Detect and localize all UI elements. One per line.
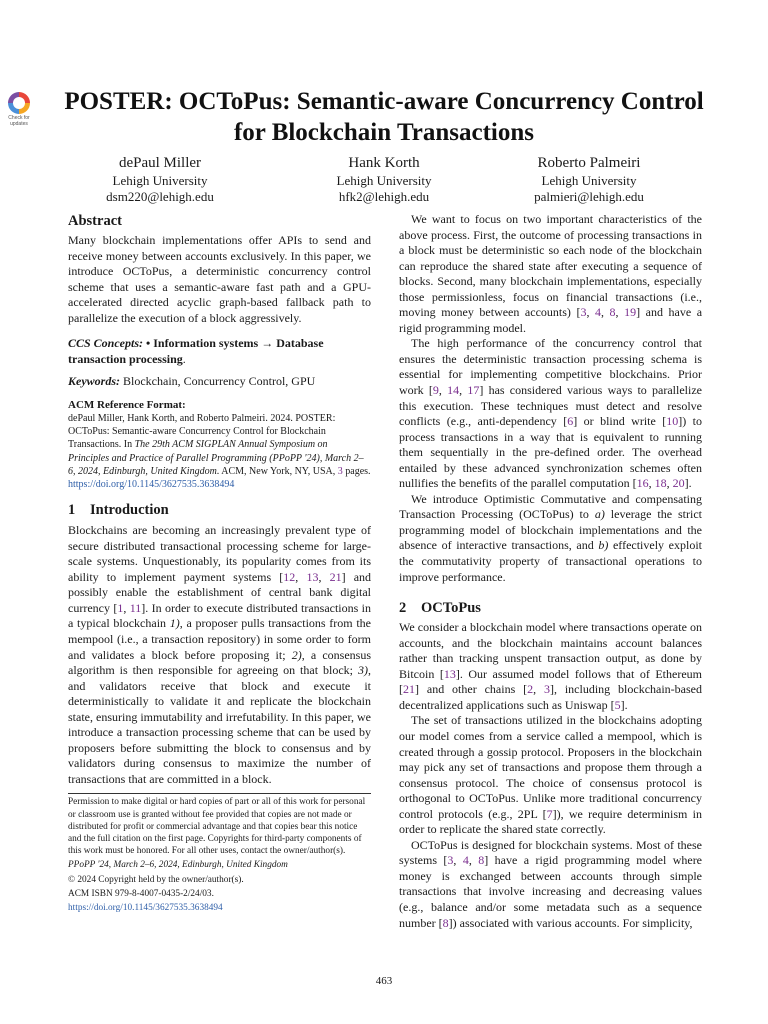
text-run: ]) associated with various accounts. For simplicity, — [448, 915, 693, 930]
keywords-label: Keywords: — [68, 374, 120, 389]
citation-link[interactable]: 13 — [443, 666, 456, 681]
citation-link[interactable]: 3 — [580, 305, 587, 320]
author-block — [284, 153, 484, 205]
body-paragraph — [399, 713, 702, 837]
citation-link[interactable]: 17 — [467, 383, 480, 398]
conference-info — [68, 859, 371, 871]
section-title: OCToPus — [421, 600, 481, 617]
text-run: , — [318, 569, 330, 584]
text-run: ], including blockchain-based decentralized applications such as Uniswap [ — [399, 682, 703, 712]
text-run: ] have a rigid programming model where money is exchanged between accounts through simple transactions that involve increasing and decreasing values (e.g., balance and/or some metadata such as a sequence number [ — [399, 853, 703, 930]
text-run: , — [666, 476, 673, 491]
keywords — [68, 374, 371, 390]
text-run: The high performance of the concurrency control that ensures the deterministic transaction processing schema is essential for implementing competitive blockchains. Prior work [ — [399, 336, 702, 398]
citation-link[interactable]: 10 — [666, 414, 679, 429]
intro-heading — [68, 501, 371, 519]
citation-link[interactable]: 21 — [329, 569, 342, 584]
body-paragraph — [399, 838, 702, 931]
ccs-bullet: • — [146, 336, 151, 351]
paper-title: POSTER: OCToPus: Semantic-aware Concurrency Control for Blockchain Transactions — [64, 88, 704, 146]
text-run: ] has considered various ways to parallelize this execution. These techniques must detect and resolve conflicts (e.g., anti-dependency [ — [399, 383, 702, 429]
text-run: ] and possibly enable the establishment of central bank digital currency [ — [68, 569, 372, 615]
isbn-line: ACM ISBN 979-8-4007-0435-2/24/03. — [68, 888, 214, 899]
citation-link[interactable]: 1 — [117, 600, 124, 615]
keywords-text: Blockchain, Concurrency Control, GPU — [123, 374, 316, 389]
footnote-divider — [68, 793, 371, 794]
text-run: ] or blind write [ — [573, 414, 667, 429]
badge-label: Check for updates — [8, 115, 30, 127]
text-run: , — [468, 853, 479, 868]
citation-link[interactable]: 6 — [567, 414, 574, 429]
text-run: ] and have a rigid programming model. — [399, 305, 703, 335]
citation-link[interactable]: 3 — [447, 853, 454, 868]
text-run: Blockchains are becoming an increasingly prevalent type of secure distributed transactional processing scheme for large-scale systems. Unquestionably, its popularity comes from its ability to implement payment systems [ — [68, 523, 371, 584]
acm-ref-pages-num[interactable]: 3 — [337, 465, 343, 477]
right-column — [399, 212, 702, 931]
acm-ref-text-b: . ACM, New York, NY, USA, — [216, 465, 338, 477]
ccs-label: CCS Concepts: — [68, 336, 144, 351]
citation-link[interactable]: 21 — [403, 682, 415, 697]
abstract-heading: Abstract — [68, 213, 122, 229]
text-run: We consider a blockchain model where transactions operate on accounts, and the blockchain maintains account balances rather than tracking unspent transaction output, as done by Bitcoin [ — [399, 620, 702, 681]
text-run: , — [601, 305, 610, 320]
text-run: We want to focus on two important characteristics of the above process. First, the outcome of processing transactions in a block must be deterministic so each node of the blockchain can reproduce the shared state after executing a sequence of blocks. Second, many blockchain implementations, especially those permissionless, focus on financial transactions (i.e., moving money between accounts) [ — [399, 212, 702, 320]
citation-link[interactable]: 7 — [546, 806, 553, 821]
citation-link[interactable]: 8 — [478, 853, 485, 868]
text-run: , — [295, 569, 307, 584]
text-run: effectively exploit the commutativity property of transactional operations to improve performance. — [399, 538, 702, 584]
citation-link[interactable]: 13 — [306, 569, 319, 584]
left-column — [68, 212, 371, 914]
text-run: , — [615, 305, 625, 320]
citation-link[interactable]: 9 — [432, 383, 439, 398]
text-run: ]. — [620, 697, 628, 712]
citation-link[interactable]: 12 — [283, 569, 296, 584]
text-run: ]. In order to execute distributed transactions in a typical blockchain — [68, 600, 372, 631]
page-number: 463 — [375, 975, 393, 987]
text-run: , — [533, 682, 544, 697]
body-paragraph — [399, 492, 702, 585]
text-run: , — [453, 853, 463, 868]
author-email: hfk2@lehigh.edu — [338, 189, 430, 204]
check-for-updates-badge[interactable] — [5, 92, 33, 127]
citation-link[interactable]: 8 — [442, 915, 449, 930]
author-name: Roberto Palmeiri — [537, 155, 641, 171]
text-run: ] and other chains [ — [415, 682, 528, 697]
citation-link[interactable]: 11 — [129, 600, 142, 615]
author-affiliation: Lehigh University — [336, 173, 432, 188]
acm-ref-text-a: dePaul Miller, Hank Korth, and Roberto Palmeiri. 2024. POSTER: OCToPus: Semantic-aware Concurrency Control for Blockchain Transactions. In — [68, 412, 336, 451]
footnote-doi-link[interactable]: https://doi.org/10.1145/3627535.3638494 — [68, 903, 223, 914]
intro-paragraph — [68, 523, 371, 787]
citation-link[interactable]: 20 — [672, 476, 685, 491]
citation-link[interactable]: 8 — [609, 305, 616, 320]
enum-marker: a) — [594, 507, 605, 522]
citation-link[interactable]: 14 — [447, 383, 460, 398]
citation-link[interactable]: 4 — [595, 305, 601, 320]
text-run: , a proposer pulls transactions from the mempool (i.e., a transaction repository) in some order to form and validates a block before proposing it; — [68, 616, 371, 662]
conference-text: PPoPP '24, March 2–6, 2024, Edinburgh, United Kingdom — [68, 860, 288, 871]
text-run: , — [586, 305, 595, 320]
text-run: ]. Our assumed model follows that of Ethereum [ — [399, 666, 702, 697]
body-paragraph — [399, 336, 702, 491]
author-block — [60, 153, 260, 205]
section-number: 1 — [68, 502, 76, 519]
section-2-heading — [399, 599, 702, 617]
ccs-period: . — [182, 351, 186, 366]
text-run: , and validators receive that block and execute it deterministically to validate it and replicate the blockchain state, ensuring immutability and irrefutability. In this paper, we introduce a transaction processing scheme that can be used by proposers before submitting the block to consensus and by validators during consensus to maximize the number of transactions that are committed in a block. — [68, 663, 371, 786]
citation-link[interactable]: 5 — [614, 697, 621, 712]
enum-marker: b) — [598, 538, 609, 553]
author-name: Hank Korth — [348, 155, 420, 171]
author-email: palmieri@lehigh.edu — [534, 189, 644, 204]
author-affiliation: Lehigh University — [541, 173, 637, 188]
author-block — [489, 153, 689, 205]
citation-link[interactable]: 19 — [624, 305, 637, 320]
section-title: Introduction — [90, 502, 169, 519]
permission-notice: Permission to make digital or hard copies of part or all of this work for personal or classroom use is granted without fee provided that copies are not made or distributed for profit or commercial advantage and that copies bear this notice and the full citation on the first page. Copyrights for third-party components of this work must be honored. For all other uses, contact the owner/author(s). — [68, 797, 366, 857]
text-run: , a consensus algorithm is then responsible for agreeing on that block; — [68, 647, 372, 678]
citation-link[interactable]: 3 — [543, 682, 550, 697]
author-affiliation: Lehigh University — [112, 173, 208, 188]
text-run: , — [123, 600, 130, 615]
enum-marker: 3) — [358, 663, 368, 678]
acm-ref-venue: The 29th ACM SIGPLAN Annual Symposium on Principles and Practice of Parallel Programming (PPoPP '24), March 2–6, 2024, Edinburgh, United Kingdom — [68, 439, 364, 477]
text-run: We introduce Optimistic Commutative and compensating Transaction Processing (OCToPus) to — [399, 491, 702, 522]
acm-reference-text — [68, 412, 371, 491]
text-run: , — [459, 383, 468, 398]
abstract-text: Many blockchain implementations offer APIs to send and receive money between accounts exclusively. In this paper, we introduce OCToPus, a deterministic concurrency control scheme that uses a semantic-aware fast path and a GPU-accelerated directed acyclic graph-based fallback path to parallelize the execution of a block aggressively. — [68, 233, 371, 325]
citation-link[interactable]: 18 — [654, 476, 667, 491]
acm-ref-pages-text: pages. — [342, 465, 371, 477]
text-run: , — [438, 383, 448, 398]
copyright-line: © 2024 Copyright held by the owner/author(s). — [68, 874, 244, 885]
citation-link[interactable]: 4 — [462, 853, 469, 868]
author-email: dsm220@lehigh.edu — [106, 189, 214, 204]
text-run: ]), we require determinism in order to replicate the shared state correctly. — [399, 806, 702, 837]
enum-marker: 2) — [291, 647, 302, 662]
citation-link[interactable]: 16 — [636, 476, 649, 491]
ccs-concepts — [68, 336, 371, 367]
section-number: 2 — [399, 600, 407, 617]
body-paragraph — [399, 212, 702, 336]
enum-marker: 1) — [169, 616, 180, 631]
text-run: , — [648, 476, 655, 491]
text-run: ]. — [684, 476, 692, 491]
body-paragraph — [399, 620, 702, 713]
citation-link[interactable]: 2 — [527, 682, 534, 697]
author-name: dePaul Miller — [118, 155, 202, 171]
acm-reference-heading: ACM Reference Format: — [68, 398, 186, 411]
ccs-text: Information systems → Database transaction processing — [68, 336, 324, 366]
text-run: ]) to process transactions in a way that is equivalent to running them sequentially in the pre-defined order. The overhead entailed by these advanced synchronization schemes often nullifies the benefits of the parallel computation [ — [399, 414, 703, 491]
text-run: The set of transactions utilized in the blockchains adopting our model comes from a service called a mempool, which is created through a gossip protocol. Proposers in the blockchain may pick any set of transactions and propose them through a consensus protocol. The choice of consensus protocol is orthogonal to OCToPus. Unlike more traditional concurrency control protocols (e.g., 2PL [ — [399, 713, 702, 821]
text-run: OCToPus is designed for blockchain systems. Most of these systems [ — [399, 837, 702, 868]
check-for-updates-icon — [8, 92, 30, 114]
text-run: leverage the strict programming model of blockchain implementations and the absence of interactive transactions, and — [399, 507, 702, 553]
acm-ref-doi-link[interactable]: https://doi.org/10.1145/3627535.3638494 — [68, 478, 235, 490]
